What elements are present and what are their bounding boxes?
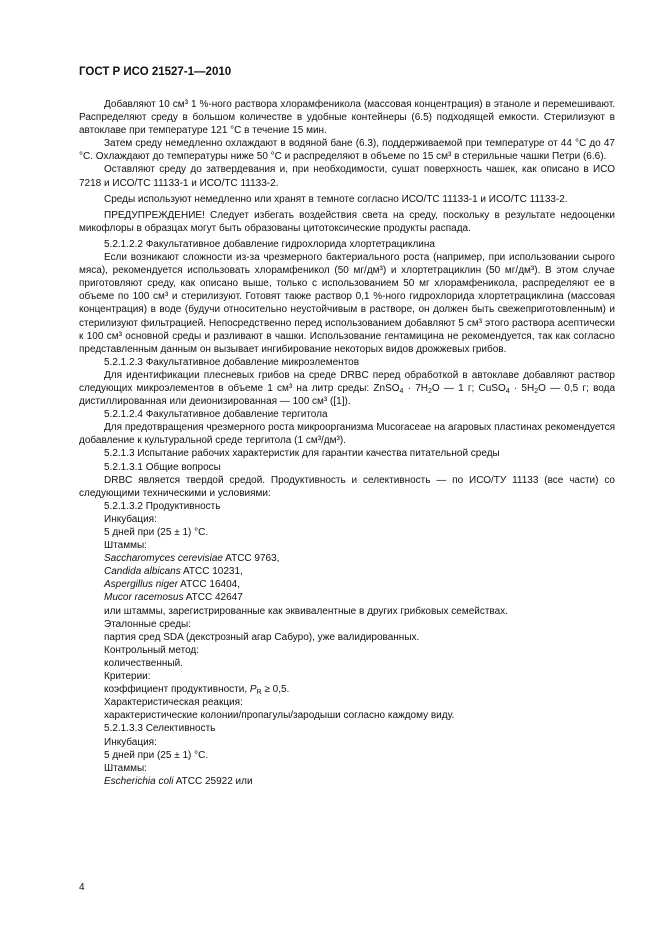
criteria-label: Критерии: — [104, 671, 151, 683]
section-heading-5-2-1-3-2: 5.2.1.3.2 Продуктивность — [104, 500, 221, 512]
section-heading-5-2-1-3-1: 5.2.1.3.1 Общие вопросы — [104, 461, 221, 473]
section-heading-5-2-1-3-3: 5.2.1.3.3 Селективность — [104, 723, 216, 735]
section-heading-5-2-1-2-2: 5.2.1.2.2 Факультативное добавление гидрохлорида хлортетрациклина — [104, 238, 435, 250]
control-method-value: количественный. — [104, 657, 183, 669]
running-header: ГОСТ Р ИСО 21527-1—2010 — [79, 66, 232, 78]
strains-note: или штаммы, зарегистрированные как эквивалентные в других грибковых семействах. — [104, 605, 508, 617]
strains-label: Штаммы: — [104, 540, 147, 552]
warning-paragraph: ПРЕДУПРЕЖДЕНИЕ! Следует избегать воздействия света на среду, поскольку в результате недооценки микофлоры в образцах могут быть образованы цитотоксические продукты распада. — [79, 209, 615, 234]
document-body — [79, 98, 615, 788]
strain-item: Aspergillus niger ATCC 16404, — [104, 579, 241, 591]
paragraph: Затем среду немедленно охлаждают в водяной бане (6.3), поддерживаемой при температуре от 44 °С до 47 °С. Охлаждают до температуры ниже 50 °С и распределяют в объеме по 15 см³ в стерильные чашки Петри (6.6). — [79, 138, 615, 163]
strain-item: Escherichia coli ATCC 25922 или — [104, 775, 253, 787]
strain-item: Mucor racemosus ATCC 42647 — [104, 592, 243, 604]
trace-elements-paragraph: Для идентификации плесневых грибов на среде DRBC перед обработкой в автоклаве добавляют раствор следующих микроэлементов в объеме 1 см³ на литр среды: ZnSO$_4$ · $7H_2O$ — 1 г; CuSO$_4$ · $5H_2O$ — 0,5 г; вода дистиллированная или деионизированная — 100 см³ ([1]). — [79, 369, 616, 408]
strain-item: Candida albicans ATCC 10231, — [104, 566, 243, 578]
strains-label: Штаммы: — [104, 762, 147, 774]
section-heading-5-2-1-2-4: 5.2.1.2.4 Факультативное добавление тергитола — [104, 409, 328, 421]
reaction-value: характеристические колонии/пропагулы/зародыши согласно каждому виду. — [104, 710, 455, 722]
reaction-label: Характеристическая реакция: — [104, 697, 243, 709]
paragraph: DRBC является твердой средой. Продуктивность и селективность — по ИСО/ТУ 11133 (все части) со следующими техническими и условиями: — [79, 474, 615, 499]
criteria-value: коэффициент продуктивности, $P_R \ge 0,5$. — [104, 684, 290, 697]
page-number: 4 — [79, 882, 85, 893]
paragraph: Среды используют немедленно или хранят в темноте согласно ИСО/ТС 11133-1 и ИСО/ТС 11133-2. — [104, 193, 568, 205]
section-heading-5-2-1-2-3: 5.2.1.2.3 Факультативное добавление микроэлементов — [104, 356, 360, 368]
incubation-label: Инкубация: — [104, 513, 157, 525]
paragraph: Для предотвращения чрезмерного роста микроорганизма Mucoraceae на агаровых пластинах рекомендуется добавление к культуральной среде тергитола (1 см³/дм³). — [79, 422, 615, 447]
paragraph: Оставляют среду до затвердевания и, при необходимости, сушат поверхность чашек, как описано в ИСО 7218 и ИСО/ТС 11133-1 и ИСО/ТС 11133-2. — [79, 164, 615, 189]
control-method-label: Контрольный метод: — [104, 644, 200, 656]
incubation-value: 5 дней при (25 ± 1) °С. — [104, 749, 209, 761]
paragraph: Добавляют 10 см³ 1 %-ного раствора хлорамфеникола (массовая концентрация) в этаноле и перемешивают. Распределяют среду в большом количестве в удобные контейнеры (6.5) подходящей емкости. Стерилизуют в автоклаве при температуре 121 °С в течение 15 мин. — [79, 99, 615, 137]
strain-item: Saccharomyces cerevisiae ATCC 9763, — [104, 553, 280, 565]
paragraph: Если возникают сложности из-за чрезмерного бактериального роста (например, при использовании сырого мяса), рекомендуется использовать хлорамфеникол (50 мг/дм³) и хлортетрациклин (50 мг/дм³). В этом случае приготовляют среду, как описано выше, только с использованием 50 мг хлорамфеникола, распределяют ее в объеме по 100 см³ и стерилизуют. Готовят также раствор 0,1 %-ного гидрохлорида хлортетрациклина (массовая концентрация) в воде (будучи относительно неустойчивым в растворе, он должен быть свежеприготовленным) и стерилизуют фильтрацией. Непосредственно перед использованием добавляют 5 см³ этого раствора асептически к 100 см³ основной среды и разливают в чашки. Использование гентамицина не рекомендуется, так как согласно представленным данным он вызывает ингибирование некоторых видов дрожжевых грибов. — [79, 252, 615, 355]
reference-media-label: Эталонные среды: — [104, 618, 192, 630]
reference-media-value: партия сред SDA (декстрозный агар Сабуро), уже валидированных. — [104, 631, 420, 643]
section-heading-5-2-1-3: 5.2.1.3 Испытание рабочих характеристик для гарантии качества питательной среды — [104, 448, 500, 460]
incubation-value: 5 дней при (25 ± 1) °С. — [104, 527, 209, 538]
incubation-label: Инкубация: — [104, 736, 157, 748]
